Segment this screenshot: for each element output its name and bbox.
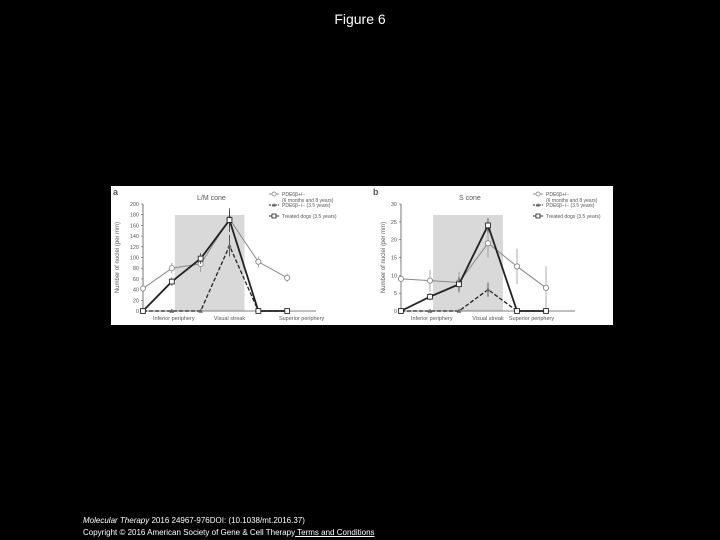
data-point-square bbox=[198, 256, 203, 261]
y-axis-label-a: Number of nuclei (per mm) bbox=[115, 221, 121, 294]
y-tick-label: 0 bbox=[393, 309, 397, 315]
data-point-square bbox=[141, 309, 146, 314]
data-point-square bbox=[285, 309, 290, 314]
y-tick-label: 180 bbox=[129, 212, 139, 219]
data-point-circle bbox=[398, 276, 403, 281]
x-tick-label: Inferior periphery bbox=[411, 316, 453, 322]
panel-label-a: a bbox=[113, 187, 119, 197]
y-tick-label: 200 bbox=[129, 202, 139, 208]
y-tick-label: 100 bbox=[129, 255, 139, 262]
legend-label: Treated dogs (3.5 years) bbox=[546, 214, 601, 220]
data-point-circle bbox=[514, 264, 519, 269]
legend-label: PDE6β−/− (3.5 years) bbox=[282, 203, 331, 209]
figure-panel bbox=[111, 186, 613, 325]
data-point-circle bbox=[543, 285, 548, 290]
panel-title-b: S cone bbox=[459, 195, 481, 202]
shaded-region-b bbox=[433, 215, 503, 311]
copyright-text: Copyright © 2016 American Society of Gene & Cell Therapy bbox=[83, 528, 296, 537]
legend-label: PDE6β+/− bbox=[282, 192, 306, 198]
journal-name: Molecular Therapy bbox=[83, 516, 150, 525]
y-tick-label: 5 bbox=[393, 291, 397, 298]
data-point-square bbox=[169, 279, 174, 284]
figure-svg bbox=[111, 186, 613, 325]
shaded-region-a bbox=[175, 215, 245, 311]
data-point-square bbox=[428, 294, 433, 299]
y-tick-label: 120 bbox=[129, 244, 139, 251]
footer bbox=[83, 515, 375, 539]
data-point-square bbox=[227, 218, 232, 223]
legend-label: Treated dogs (3.5 years) bbox=[282, 214, 337, 220]
y-tick-label: 40 bbox=[132, 287, 139, 294]
data-point-circle bbox=[256, 259, 261, 264]
x-tick-label: Superior periphery bbox=[278, 316, 325, 322]
legend-marker bbox=[536, 192, 540, 196]
data-point-square bbox=[515, 309, 520, 314]
y-tick-label: 30 bbox=[390, 202, 397, 208]
citation-text: 2016 24967-976DOI: (10.1038/mt.2016.37) bbox=[149, 516, 305, 525]
legend-label: (6 months and 8 years) bbox=[546, 198, 598, 204]
y-tick-label: 60 bbox=[132, 276, 139, 283]
y-axis-label-b: Number of nuclei (per mm) bbox=[381, 221, 387, 294]
data-point-circle bbox=[485, 241, 490, 246]
terms-link[interactable]: Terms and Conditions bbox=[295, 528, 375, 537]
data-point-circle bbox=[140, 286, 145, 291]
data-point-square bbox=[399, 309, 404, 314]
legend-label: (6 months and 8 years) bbox=[282, 198, 334, 204]
legend-marker bbox=[536, 214, 540, 218]
legend-label: PDE6β+/− bbox=[546, 192, 570, 198]
citation-line bbox=[83, 515, 375, 527]
y-tick-label: 160 bbox=[129, 223, 139, 230]
y-tick-label: 15 bbox=[390, 255, 397, 262]
legend-marker bbox=[272, 214, 276, 218]
data-point-square bbox=[486, 223, 491, 228]
panel-title-a: L/M cone bbox=[197, 195, 226, 202]
y-tick-label: 20 bbox=[390, 237, 397, 244]
x-tick-label: Superior periphery bbox=[508, 316, 555, 322]
x-tick-label: Inferior periphery bbox=[153, 316, 195, 322]
y-tick-label: 140 bbox=[129, 234, 139, 241]
figure-title: Figure 6 bbox=[334, 11, 386, 27]
y-tick-label: 25 bbox=[390, 219, 397, 226]
copyright-line bbox=[83, 527, 375, 539]
y-tick-label: 10 bbox=[390, 273, 397, 280]
y-tick-label: 20 bbox=[132, 298, 139, 305]
x-tick-label: Visual streak bbox=[472, 316, 504, 322]
data-point-square bbox=[544, 309, 549, 314]
data-point-circle bbox=[427, 278, 432, 283]
y-tick-label: 80 bbox=[132, 266, 139, 273]
x-tick-label: Visual streak bbox=[213, 316, 246, 322]
data-point-square bbox=[457, 282, 462, 287]
y-tick-label: 0 bbox=[135, 309, 139, 315]
data-point-circle bbox=[285, 275, 290, 280]
panel-label-b: b bbox=[373, 187, 379, 197]
data-point-circle bbox=[169, 266, 174, 271]
legend-label: PDE6β−/− (3.5 years) bbox=[546, 203, 595, 209]
legend-marker bbox=[272, 192, 276, 196]
data-point-square bbox=[256, 309, 261, 314]
